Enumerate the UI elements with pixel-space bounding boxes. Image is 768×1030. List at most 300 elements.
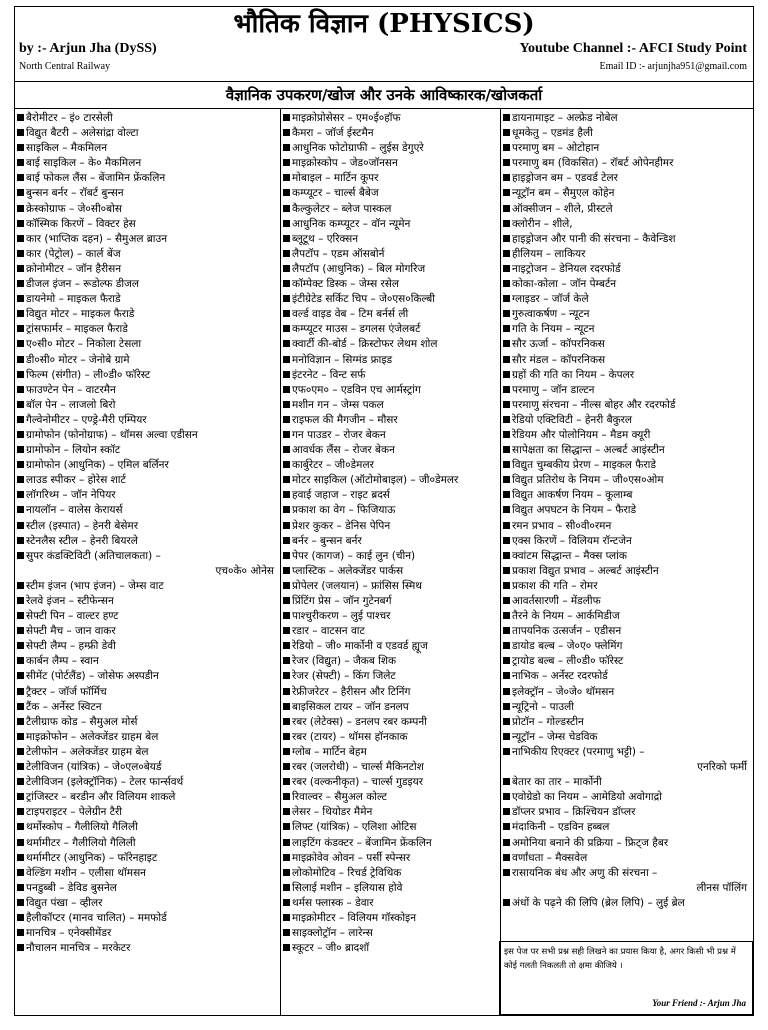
list-item-text: ग्रामोफोन (फोनोग्राफ) – थॉमस अल्वा एडीसन	[26, 428, 198, 441]
list-item	[17, 896, 278, 911]
section-subtitle: वैज्ञानिक उपकरण/खोज और उनके आविष्कारक/खोजकर्ता	[15, 81, 753, 109]
bullet-square-icon	[503, 476, 510, 483]
list-item-text: गन पाउडर – रोजर बेकन	[292, 428, 386, 441]
bullet-square-icon	[503, 823, 510, 830]
bullet-square-icon	[17, 657, 24, 664]
disclaimer-note	[499, 941, 753, 1015]
bullet-square-icon	[17, 537, 24, 544]
list-item	[503, 111, 751, 126]
list-item-text: नाभिक – अर्नेस्ट रदरफोर्ड	[512, 670, 608, 683]
list-item	[17, 579, 278, 594]
list-item-text: रडार – वाटसन वाट	[292, 625, 365, 638]
list-item-text: टैलीग्राफ कोड – सैमुअल मोर्स	[26, 715, 138, 728]
list-item	[17, 322, 278, 337]
bullet-square-icon	[283, 688, 290, 695]
list-item	[503, 564, 751, 579]
list-item-text: रेडियो एक्टिविटी – हेनरी बैकुरल	[512, 413, 633, 426]
list-item	[283, 564, 498, 579]
list-item	[17, 232, 278, 247]
bullet-square-icon	[17, 612, 24, 619]
list-item	[17, 700, 278, 715]
bullet-square-icon	[503, 582, 510, 589]
bullet-square-icon	[503, 159, 510, 166]
bullet-square-icon	[503, 446, 510, 453]
list-item-text: ए०सी० मोटर – निकोला टेसला	[26, 338, 142, 351]
list-item-text: नाइट्रोजन – डेनियल रदरफोर्ड	[512, 262, 621, 275]
bullet-square-icon	[283, 144, 290, 151]
list-item-text: ग्लाइडर – जॉर्ज केले	[512, 293, 589, 306]
list-item	[283, 654, 498, 669]
list-item	[283, 866, 498, 881]
list-item-text: पनडुब्बी – डेविड बुसनेल	[26, 881, 117, 894]
list-item	[17, 926, 278, 941]
bullet-square-icon	[503, 778, 510, 785]
list-item	[17, 820, 278, 835]
list-item-text: प्रकाश विद्युत प्रभाव – अल्बर्ट आइंस्टीन	[512, 564, 659, 577]
list-item-text: प्लास्टिक – अलेक्जेंडर पार्कस	[292, 564, 404, 577]
list-item-text: तापयनिक उत्सर्जन – एडीसन	[512, 625, 622, 638]
bullet-square-icon	[503, 733, 510, 740]
bullet-square-icon	[17, 929, 24, 936]
list-item-text: फिल्म (संगीत) – ली०डी० फॉरेस्ट	[26, 368, 151, 381]
list-item-text: राइफल की मैगजीन – मौसर	[292, 413, 398, 426]
bullet-square-icon	[283, 854, 290, 861]
list-item	[503, 639, 751, 654]
list-item-text: रेडियो – जी० मार्कोनी व एडवर्ड ह्यूज	[292, 640, 428, 653]
list-item	[17, 669, 278, 684]
bullet-square-icon	[283, 627, 290, 634]
bullet-square-icon	[283, 159, 290, 166]
bullet-square-icon	[503, 340, 510, 347]
list-item	[503, 790, 751, 805]
list-item	[17, 337, 278, 352]
list-item	[283, 911, 498, 926]
bullet-square-icon	[503, 748, 510, 755]
list-item	[283, 156, 498, 171]
bullet-square-icon	[17, 718, 24, 725]
list-item	[17, 307, 278, 322]
list-item	[283, 458, 498, 473]
list-item	[283, 624, 498, 639]
bullet-square-icon	[503, 537, 510, 544]
list-item-text: कार्बुरेटर – जी०डेमलर	[292, 459, 374, 472]
bullet-square-icon	[503, 325, 510, 332]
list-item-text: स्टेनलैस स्टील – हेनरी बियरले	[26, 534, 138, 547]
list-item-text: माइक्रोवेव ओवन – पर्सी स्पेन्सर	[292, 851, 411, 864]
bullet-square-icon	[503, 718, 510, 725]
list-item	[283, 141, 498, 156]
list-item-text: प्रिंटिंग प्रेस – जॉन गुटेनबर्ग	[292, 595, 392, 607]
list-item	[17, 730, 278, 745]
bullet-square-icon	[283, 642, 290, 649]
bullet-square-icon	[503, 522, 510, 529]
bullet-square-icon	[503, 220, 510, 227]
list-item-text: ग्रहों की गति का नियम – केपलर	[512, 368, 635, 381]
list-item-text: एक्स किरणें – विलियम रॉन्टजेन	[512, 534, 632, 547]
list-item	[283, 247, 498, 262]
list-item	[283, 730, 498, 745]
bullet-square-icon	[503, 295, 510, 302]
list-item-text: विद्युत मोटर – माइकल फैराडे	[26, 308, 135, 321]
bullet-square-icon	[17, 416, 24, 423]
list-item	[283, 805, 498, 820]
bullet-square-icon	[283, 778, 290, 785]
bullet-square-icon	[17, 220, 24, 227]
bullet-square-icon	[283, 250, 290, 257]
disclaimer-text: इस पेज पर सभी प्रश्न सही लिखने का प्रयास किया है, अगर किसी भी प्रश्न में कोई गलती निकलती तो क्षमा कीजिये ।	[504, 947, 736, 971]
bullet-square-icon	[503, 386, 510, 393]
bullet-square-icon	[17, 522, 24, 529]
list-item-text: कार (भाप्तिक दहन) – सैमुअल ब्राउन	[26, 232, 168, 245]
bullet-square-icon	[17, 778, 24, 785]
list-item	[283, 111, 498, 126]
bullet-square-icon	[503, 174, 510, 181]
list-item	[283, 307, 498, 322]
list-item	[283, 262, 498, 277]
bullet-square-icon	[503, 144, 510, 151]
list-item	[503, 534, 751, 549]
list-item-text: विद्युत प्रतिरोध के नियम – जी०एस०ओम	[512, 474, 664, 487]
list-item	[283, 881, 498, 896]
bullet-square-icon	[503, 371, 510, 378]
bullet-square-icon	[283, 461, 290, 468]
bullet-square-icon	[17, 310, 24, 317]
bullet-square-icon	[283, 416, 290, 423]
list-item-text: आधुनिक फोटोग्राफी – लुईस डेगुएरे	[292, 142, 424, 155]
list-item	[503, 730, 751, 745]
list-item	[283, 322, 498, 337]
bullet-square-icon	[17, 265, 24, 272]
list-item-text: ब्लूटूथ – एरिक्सन	[292, 232, 359, 245]
bullet-square-icon	[283, 733, 290, 740]
list-item-text: कोका-कोला – जॉन पेम्बर्टन	[512, 278, 617, 291]
list-item-text: टेलीविजन (यांत्रिक) – जे०एल०बेयर्ड	[26, 761, 162, 774]
bullet-square-icon	[283, 325, 290, 332]
list-item-text: नायलॉन – वालेस केरायर्स	[26, 504, 123, 517]
bullet-square-icon	[503, 205, 510, 212]
bullet-square-icon	[17, 189, 24, 196]
list-item-text: पेपर (कागज) – काई लुन (चीन)	[292, 549, 416, 562]
bullet-square-icon	[17, 295, 24, 302]
list-item-text: बाई साइकिल – के० मैकमिलन	[26, 157, 142, 170]
list-item	[283, 760, 498, 775]
list-item	[283, 126, 498, 141]
list-item	[17, 171, 278, 186]
list-item	[503, 428, 751, 443]
bullet-square-icon	[17, 944, 24, 951]
bullet-square-icon	[283, 220, 290, 227]
bullet-square-icon	[17, 235, 24, 242]
list-item-text: सिलाई मशीन – इलियास होवे	[292, 881, 403, 894]
list-item	[17, 217, 278, 232]
list-item-text: लाइटिंग कंडक्टर – बेंजामिन फ्रेंकलिन	[292, 836, 432, 849]
list-item-text: हीलियम – लाकियर	[512, 247, 586, 260]
list-item	[283, 926, 498, 941]
list-item-text: वेल्डिंग मशीन – एलीसा थॉमसन	[26, 866, 146, 879]
bullet-square-icon	[503, 129, 510, 136]
list-item-text: माइक्रोस्कोप – जेड०जॉनसन	[292, 157, 398, 170]
list-item-text: रेजर (सेफ्टी) – किंग जिलेट	[292, 670, 396, 683]
bullet-square-icon	[17, 506, 24, 513]
list-item	[283, 594, 498, 609]
bullet-square-icon	[503, 627, 510, 634]
list-item	[17, 639, 278, 654]
list-item	[503, 156, 751, 171]
bullet-square-icon	[283, 356, 290, 363]
bullet-square-icon	[283, 295, 290, 302]
bullet-square-icon	[503, 839, 510, 846]
list-item-text: आवर्तसारणी – मेंडलीफ	[512, 595, 601, 607]
list-item-text: रबर (लेटेक्स) – डनलप रबर कम्पनी	[292, 715, 427, 728]
list-item-text: सापेक्षता का सिद्धान्त – अल्बर्ट आइंस्टीन	[512, 444, 665, 457]
list-item-text: आधुनिक कम्प्यूटर – वॉन न्यूमेन	[292, 217, 411, 230]
list-item	[17, 594, 278, 609]
list-item-text: हवाई जहाज – राइट ब्रदर्स	[292, 489, 390, 502]
header-meta	[15, 41, 753, 81]
list-item-text: लेसर – थियोडर मैमेन	[292, 806, 373, 819]
list-item	[503, 624, 751, 639]
list-item-text: पाश्चुरीकरण – लुई पाश्चर	[292, 610, 391, 623]
list-item-text: कम्प्यूटर माउस – डगलस एंजेलबर्ट	[292, 323, 421, 336]
list-item	[503, 820, 751, 835]
list-item	[503, 337, 751, 352]
bullet-square-icon	[503, 808, 510, 815]
list-item	[503, 805, 751, 820]
list-item	[283, 503, 498, 518]
bullet-square-icon	[283, 280, 290, 287]
list-item	[503, 700, 751, 715]
bullet-square-icon	[17, 899, 24, 906]
bullet-square-icon	[17, 431, 24, 438]
bullet-square-icon	[283, 718, 290, 725]
list-item	[283, 186, 498, 201]
list-item	[503, 654, 751, 669]
bullet-square-icon	[503, 597, 510, 604]
bullet-square-icon	[17, 461, 24, 468]
list-item	[503, 458, 751, 473]
content-columns	[15, 109, 753, 1015]
list-item-text: थर्मस फ्लास्क – डेवार	[292, 896, 374, 909]
bullet-square-icon	[17, 491, 24, 498]
bullet-square-icon	[17, 672, 24, 679]
bullet-square-icon	[503, 703, 510, 710]
column-middle	[281, 109, 501, 1015]
list-item-text: आवर्धक लैंस – रोजर बेकन	[292, 444, 395, 457]
list-item-text: न्यूट्रिनो – पाउली	[512, 700, 574, 713]
list-item-text: कॉम्पेक्ट डिस्क – जेम्स रसेल	[292, 278, 400, 291]
bullet-square-icon	[17, 356, 24, 363]
list-item	[283, 549, 498, 564]
bullet-square-icon	[283, 808, 290, 815]
list-item	[17, 443, 278, 458]
list-item	[17, 353, 278, 368]
list-item-text: परमाणु – जॉन डाल्टन	[512, 383, 595, 396]
bullet-square-icon	[283, 401, 290, 408]
list-item	[283, 579, 498, 594]
list-item	[503, 322, 751, 337]
bullet-square-icon	[283, 129, 290, 136]
list-item	[503, 594, 751, 609]
list-item-text: धूमकेतु – एडमंड हैली	[512, 127, 593, 140]
bullet-square-icon	[503, 461, 510, 468]
list-item	[283, 398, 498, 413]
bullet-square-icon	[17, 582, 24, 589]
list-item	[17, 609, 278, 624]
list-item-text: हाइड्रोजन और पानी की संरचना – कैवेन्डिश	[512, 232, 676, 245]
list-item	[283, 790, 498, 805]
list-item	[17, 262, 278, 277]
list-item	[17, 383, 278, 398]
list-item	[17, 202, 278, 217]
list-item	[17, 911, 278, 926]
list-item-text: सेफ्टी मैच – जान वाकर	[26, 625, 116, 638]
bullet-square-icon	[283, 703, 290, 710]
list-item	[503, 398, 751, 413]
list-item	[503, 126, 751, 141]
list-item	[17, 488, 278, 503]
list-item-text: साइक्लोट्रॉन – लारेन्स	[292, 927, 373, 940]
bullet-square-icon	[17, 386, 24, 393]
list-item-text: मोटर साइकिल (ऑटोमोबाइल) – जी०डेमलर	[292, 474, 459, 487]
list-item	[17, 745, 278, 760]
list-item-text: रबर (टायर) – थॉमस हॉनकाक	[292, 730, 408, 743]
bullet-square-icon	[17, 914, 24, 921]
list-item	[283, 941, 498, 956]
list-item-text: लॉगरिथ्म – जॉन नेपियर	[26, 489, 116, 502]
list-item	[17, 805, 278, 820]
list-item	[283, 639, 498, 654]
list-item-text: कार्बन लैम्प – स्वान	[26, 655, 99, 668]
list-item	[283, 669, 498, 684]
list-item-text: विद्युत चुम्बकीय प्रेरण – माइकल फैराडे	[512, 459, 656, 472]
list-item	[503, 669, 751, 684]
list-item-text: मनोविज्ञान – सिग्मंड फ्राइड	[292, 353, 393, 366]
list-item	[17, 398, 278, 413]
list-item-text: सौर मंडल – कॉपरनिकस	[512, 353, 606, 366]
bullet-square-icon	[283, 657, 290, 664]
list-item	[283, 428, 498, 443]
list-item-text: थर्मोस्कोप – गैलीलियो गैलिली	[26, 821, 138, 834]
list-item	[503, 881, 751, 896]
list-item	[17, 836, 278, 851]
bullet-square-icon	[17, 808, 24, 815]
list-item	[503, 836, 751, 851]
list-item-text: क्लोरीन – शीले,	[512, 217, 573, 230]
list-item-text: सौर ऊर्जा – कॉपरनिकस	[512, 338, 605, 351]
list-item	[283, 685, 498, 700]
list-item	[17, 790, 278, 805]
bullet-square-icon	[503, 688, 510, 695]
list-item-text: बॉल पेन – लाजलो बिरो	[26, 398, 116, 411]
bullet-square-icon	[283, 884, 290, 891]
list-item	[283, 443, 498, 458]
list-item	[283, 715, 498, 730]
bullet-square-icon	[283, 114, 290, 121]
list-item-text: अमोनिया बनाने की प्रक्रिया – फ्रिट्ज हैबर	[512, 836, 669, 849]
list-item	[503, 549, 751, 564]
bullet-square-icon	[283, 582, 290, 589]
bullet-square-icon	[503, 280, 510, 287]
column-right	[501, 109, 753, 1015]
list-item	[503, 519, 751, 534]
list-item-text: प्रोपेलर (जलयान) – फ्रांसिस स्मिथ	[292, 579, 422, 592]
list-item-text: टेलीफोन – अलेक्जेंडर ग्राहम बेल	[26, 745, 149, 758]
bullet-square-icon	[283, 552, 290, 559]
list-item-text: प्रोटॉन – गोल्डस्टीन	[512, 715, 584, 728]
bullet-square-icon	[503, 672, 510, 679]
list-item-text: विद्युत पंखा – व्हीलर	[26, 896, 103, 909]
list-item	[283, 700, 498, 715]
youtube-channel: Youtube Channel :- AFCI Study Point	[519, 41, 747, 56]
list-item	[283, 745, 498, 760]
list-item-text: ग्लोब – मार्टिन बेहम	[292, 745, 367, 758]
list-item-text: गुरुत्वाकर्षण – न्यूटन	[512, 308, 590, 321]
list-item-text: माइक्रोमीटर – विलियम गॉस्कोइन	[292, 911, 417, 924]
bullet-square-icon	[283, 265, 290, 272]
bullet-square-icon	[283, 431, 290, 438]
list-item-text: परमाणु संरचना – नील्स बोहर और रदरफोर्ड	[512, 398, 676, 411]
list-item	[283, 473, 498, 488]
bullet-square-icon	[283, 748, 290, 755]
list-item-text: विद्युत अपघटन के नियम – फैराडे	[512, 504, 637, 517]
list-item	[503, 307, 751, 322]
list-item	[17, 141, 278, 156]
list-item-text: प्रकाश का वेग – फिजियाऊ	[292, 504, 396, 517]
list-item-text: मंदाकिनी – एडविन हब्बल	[512, 821, 610, 834]
list-item-text: स्टील (इस्पात) – हेनरी बेसेमर	[26, 519, 139, 532]
bullet-square-icon	[17, 114, 24, 121]
list-item	[503, 488, 751, 503]
bullet-square-icon	[283, 205, 290, 212]
list-item-text: कैल्कुलेटर – ब्लेज पास्कल	[292, 202, 392, 215]
list-item	[17, 126, 278, 141]
bullet-square-icon	[17, 854, 24, 861]
bullet-square-icon	[17, 476, 24, 483]
bullet-square-icon	[503, 854, 510, 861]
list-item	[17, 549, 278, 564]
list-item-text: क्वार्टी की-बोर्ड – क्रिस्टोफर लेथम शोल	[292, 338, 438, 351]
list-item-text: प्रकाश की गति – रोमर	[512, 579, 598, 592]
list-item-text: क्रोनोमीटर – जॉन हैरीसन	[26, 262, 122, 275]
list-item-text: वर्णांधता – मैक्सवेल	[512, 851, 588, 864]
list-item-text: गैल्वेनोमीटर – एण्ड्रे-मैरी एम्पियर	[26, 413, 147, 426]
list-item	[503, 715, 751, 730]
bullet-square-icon	[283, 567, 290, 574]
column-right-items	[503, 111, 751, 911]
bullet-square-icon	[503, 612, 510, 619]
list-item	[283, 232, 498, 247]
list-item-text: इंटरनेट – विन्ट सर्फ	[292, 368, 366, 381]
list-item-text: नाभिकीय रिएक्टर (परमाणु भट्टी) –	[512, 745, 645, 758]
list-item-text: डीजल इंजन – रूडोल्फ डीजल	[26, 278, 139, 291]
bullet-square-icon	[283, 522, 290, 529]
list-item-text: सुपर कंडक्टिविटी (अतिचालकता) –	[26, 549, 161, 562]
list-item	[283, 202, 498, 217]
bullet-square-icon	[17, 446, 24, 453]
list-item-text: एवोग्रेडो का नियम – आमेडियो अवोगाद्रो	[512, 791, 662, 804]
bullet-square-icon	[283, 899, 290, 906]
list-item-text: कैमरा – जॉर्ज ईस्टमैन	[292, 127, 374, 140]
bullet-square-icon	[503, 416, 510, 423]
bullet-square-icon	[17, 250, 24, 257]
list-item-text: थर्मामीटर – गैलीलियो गैलिली	[26, 836, 136, 849]
bullet-square-icon	[283, 491, 290, 498]
list-item-text: मोबाइल – मार्टिन कूपर	[292, 172, 379, 185]
list-item	[283, 171, 498, 186]
bullet-square-icon	[503, 793, 510, 800]
list-item	[503, 202, 751, 217]
list-item	[283, 337, 498, 352]
